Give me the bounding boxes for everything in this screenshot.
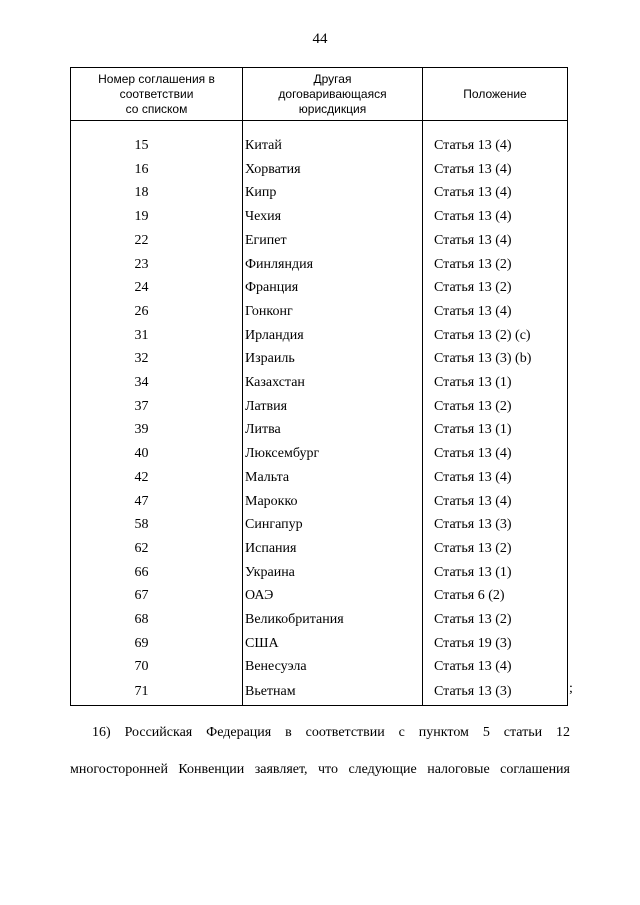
table-row bbox=[71, 442, 568, 466]
table-row bbox=[71, 253, 568, 277]
header-line: со списком bbox=[125, 101, 188, 116]
jurisdiction-cell: Сингапур bbox=[243, 513, 423, 537]
table-row bbox=[71, 513, 568, 537]
table-row bbox=[71, 229, 568, 253]
paragraph-line-1: 16) Российская Федерация в соответствии с пунктом 5 статьи 12 bbox=[92, 725, 570, 740]
jurisdiction-cell: Мальта bbox=[243, 466, 423, 490]
spacer-cell bbox=[243, 121, 423, 135]
header-line: Другая bbox=[313, 71, 352, 86]
agreement-number-cell: 42 bbox=[71, 466, 243, 490]
table-row bbox=[71, 158, 568, 182]
agreement-number-cell: 23 bbox=[71, 253, 243, 277]
provision-cell: Статья 13 (1) bbox=[423, 418, 568, 442]
header-line: юрисдикция bbox=[298, 101, 367, 116]
table-row bbox=[71, 134, 568, 158]
provision-cell: Статья 13 (3) bbox=[423, 513, 568, 537]
header-provision bbox=[423, 68, 568, 121]
jurisdiction-cell: Франция bbox=[243, 276, 423, 300]
agreement-number-cell: 31 bbox=[71, 324, 243, 348]
provision-cell: Статья 13 (2) (c) bbox=[423, 324, 568, 348]
provision-cell: Статья 13 (3) (b) bbox=[423, 347, 568, 371]
provision-cell: Статья 13 (1) bbox=[423, 561, 568, 585]
jurisdiction-cell: Украина bbox=[243, 561, 423, 585]
agreement-number-cell: 16 bbox=[71, 158, 243, 182]
agreement-number-cell: 69 bbox=[71, 632, 243, 656]
provision-cell: Статья 13 (4) bbox=[423, 442, 568, 466]
table-row bbox=[71, 205, 568, 229]
table-row bbox=[71, 584, 568, 608]
provision-cell: Статья 19 (3) bbox=[423, 632, 568, 656]
table-row bbox=[71, 324, 568, 348]
table-row bbox=[71, 632, 568, 656]
table-row bbox=[71, 537, 568, 561]
header-line: соответствии bbox=[119, 86, 194, 101]
table-row bbox=[71, 608, 568, 632]
provision-cell: Статья 13 (1) bbox=[423, 371, 568, 395]
provision-cell: Статья 13 (2) bbox=[423, 608, 568, 632]
agreement-number-cell: 66 bbox=[71, 561, 243, 585]
jurisdiction-cell: Израиль bbox=[243, 347, 423, 371]
jurisdiction-cell: Чехия bbox=[243, 205, 423, 229]
jurisdiction-cell: Марокко bbox=[243, 490, 423, 514]
agreement-number-cell: 32 bbox=[71, 347, 243, 371]
jurisdiction-cell: Литва bbox=[243, 418, 423, 442]
agreement-number-cell: 15 bbox=[71, 134, 243, 158]
jurisdiction-cell: США bbox=[243, 632, 423, 656]
provision-cell: Статья 13 (4) bbox=[423, 490, 568, 514]
agreement-number-cell: 22 bbox=[71, 229, 243, 253]
jurisdiction-cell: Гонконг bbox=[243, 300, 423, 324]
jurisdiction-cell: Вьетнам bbox=[243, 679, 423, 706]
table-row bbox=[71, 300, 568, 324]
jurisdiction-cell: Казахстан bbox=[243, 371, 423, 395]
agreement-number-cell: 37 bbox=[71, 395, 243, 419]
provision-cell: Статья 13 (4) bbox=[423, 181, 568, 205]
agreement-number-cell: 62 bbox=[71, 537, 243, 561]
page-number: 44 bbox=[312, 31, 328, 47]
table-row bbox=[71, 561, 568, 585]
agreement-number-cell: 71 bbox=[71, 679, 243, 706]
provision-cell: Статья 13 (4) bbox=[423, 300, 568, 324]
jurisdiction-cell: Финляндия bbox=[243, 253, 423, 277]
provision-cell: Статья 6 (2) bbox=[423, 584, 568, 608]
agreement-number-cell: 40 bbox=[71, 442, 243, 466]
header-line: Положение bbox=[463, 86, 527, 101]
table-spacer-row bbox=[71, 121, 568, 135]
jurisdiction-cell: Китай bbox=[243, 134, 423, 158]
header-jurisdiction bbox=[243, 68, 423, 121]
agreement-number-cell: 67 bbox=[71, 584, 243, 608]
agreement-number-cell: 47 bbox=[71, 490, 243, 514]
jurisdiction-cell: Венесуэла bbox=[243, 655, 423, 679]
table-row bbox=[71, 181, 568, 205]
trailing-semicolon: ; bbox=[569, 681, 573, 696]
table-row bbox=[71, 679, 568, 706]
spacer-cell bbox=[71, 121, 243, 135]
jurisdiction-cell: Люксембург bbox=[243, 442, 423, 466]
provision-cell: Статья 13 (2) bbox=[423, 276, 568, 300]
provision-cell: Статья 13 (4) bbox=[423, 229, 568, 253]
provision-cell: Статья 13 (3) bbox=[423, 679, 568, 706]
agreement-number-cell: 18 bbox=[71, 181, 243, 205]
spacer-cell bbox=[423, 121, 568, 135]
header-line: договаривающаяся bbox=[278, 86, 387, 101]
agreement-number-cell: 19 bbox=[71, 205, 243, 229]
provision-cell: Статья 13 (4) bbox=[423, 134, 568, 158]
jurisdiction-cell: Хорватия bbox=[243, 158, 423, 182]
agreements-table bbox=[70, 67, 568, 706]
agreement-number-cell: 68 bbox=[71, 608, 243, 632]
jurisdiction-cell: Кипр bbox=[243, 181, 423, 205]
header-line: Номер соглашения в bbox=[98, 71, 215, 86]
agreement-number-cell: 39 bbox=[71, 418, 243, 442]
provision-cell: Статья 13 (4) bbox=[423, 158, 568, 182]
provision-cell: Статья 13 (4) bbox=[423, 205, 568, 229]
jurisdiction-cell: Латвия bbox=[243, 395, 423, 419]
provision-cell: Статья 13 (2) bbox=[423, 395, 568, 419]
table-row bbox=[71, 490, 568, 514]
provision-cell: Статья 13 (2) bbox=[423, 253, 568, 277]
table-row bbox=[71, 347, 568, 371]
table-row bbox=[71, 418, 568, 442]
provision-cell: Статья 13 (2) bbox=[423, 537, 568, 561]
agreement-number-cell: 70 bbox=[71, 655, 243, 679]
table-body bbox=[71, 121, 568, 706]
agreement-number-cell: 58 bbox=[71, 513, 243, 537]
jurisdiction-cell: Египет bbox=[243, 229, 423, 253]
provision-cell: Статья 13 (4) bbox=[423, 655, 568, 679]
jurisdiction-cell: Великобритания bbox=[243, 608, 423, 632]
table-row bbox=[71, 371, 568, 395]
agreement-number-cell: 26 bbox=[71, 300, 243, 324]
provision-cell: Статья 13 (4) bbox=[423, 466, 568, 490]
jurisdiction-cell: Испания bbox=[243, 537, 423, 561]
jurisdiction-cell: Ирландия bbox=[243, 324, 423, 348]
agreement-number-cell: 24 bbox=[71, 276, 243, 300]
table-row bbox=[71, 466, 568, 490]
table-row bbox=[71, 395, 568, 419]
agreement-number-cell: 34 bbox=[71, 371, 243, 395]
paragraph-line-2: многосторонней Конвенции заявляет, что следующие налоговые соглашения bbox=[70, 762, 570, 777]
table-row bbox=[71, 276, 568, 300]
header-agreement-number bbox=[71, 68, 243, 121]
table-header-row bbox=[71, 68, 568, 121]
table-row bbox=[71, 655, 568, 679]
jurisdiction-cell: ОАЭ bbox=[243, 584, 423, 608]
